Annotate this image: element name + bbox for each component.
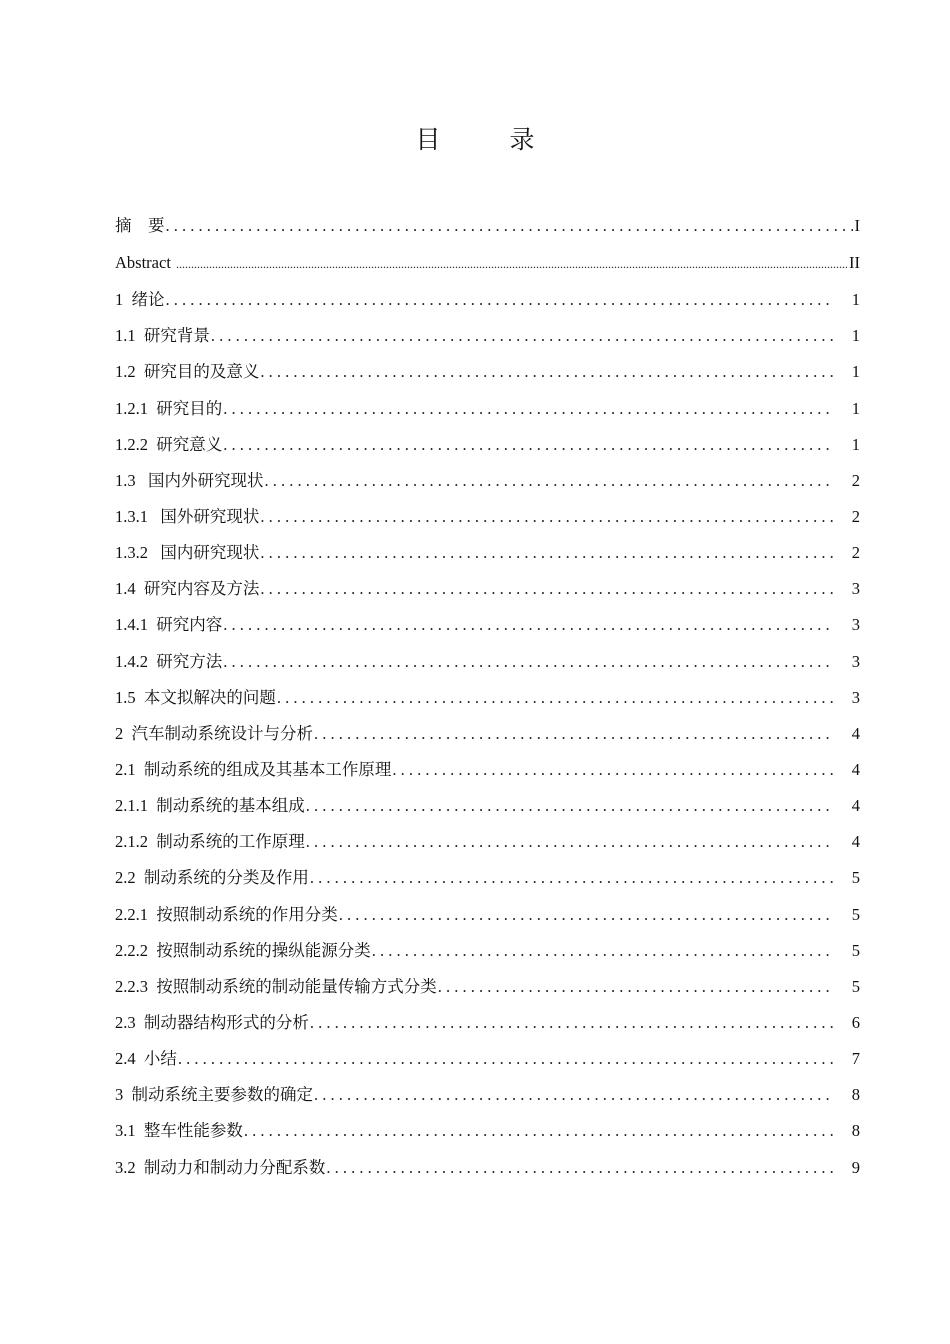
toc-entry[interactable] (115, 1041, 860, 1077)
toc-entry-page: 4 (851, 796, 860, 816)
toc-entry-text: 2.1.1 制动系统的基本组成 (115, 796, 305, 816)
toc-entry[interactable] (115, 860, 860, 896)
toc-entry-page: 9 (851, 1157, 860, 1177)
toc-entry-text: 2.1.2 制动系统的工作原理 (115, 832, 305, 852)
toc-entry-text: 1.2.1 研究目的 (115, 398, 223, 418)
toc-entry-page: 8 (851, 1085, 860, 1105)
toc-entry[interactable] (115, 788, 860, 824)
toc-dot-leader (165, 208, 853, 244)
toc-dot-leader (165, 282, 835, 318)
toc-entry-page: 2 (851, 543, 860, 563)
toc-dot-leader (391, 752, 834, 788)
toc-entry-text: 2 汽车制动系统设计与分析 (115, 723, 313, 743)
toc-entry-page: 1 (851, 398, 860, 418)
toc-entry-text: 1.2 研究目的及意义 (115, 362, 260, 382)
toc-dot-leader (222, 391, 834, 427)
toc-entry[interactable] (115, 969, 860, 1005)
toc-dot-leader (222, 644, 834, 680)
toc-entry[interactable] (115, 897, 860, 933)
toc-dot-leader (276, 680, 834, 716)
toc-entry-text: 2.2.1 按照制动系统的作用分类 (115, 904, 338, 924)
toc-entry-text: 3 制动系统主要参数的确定 (115, 1085, 313, 1105)
toc-entry[interactable] (115, 716, 860, 752)
toc-entry-page: I (854, 216, 860, 235)
toc-entry-text: 3.1 整车性能参数 (115, 1121, 243, 1141)
toc-entry[interactable] (115, 208, 860, 244)
toc-entry-text: 2.3 制动器结构形式的分析 (115, 1012, 309, 1032)
toc-entry-text: 1.1 研究背景 (115, 326, 210, 346)
toc-dot-leader (305, 824, 834, 860)
toc-entry[interactable] (115, 1005, 860, 1041)
toc-entry-page: 5 (851, 976, 860, 996)
toc-entry[interactable] (115, 680, 860, 716)
toc-entry-text: 1.4.2 研究方法 (115, 651, 223, 671)
toc-entry[interactable] (115, 499, 860, 535)
toc-entry-page: 7 (851, 1049, 860, 1069)
toc-entry[interactable] (115, 391, 860, 427)
toc-entry-page: II (849, 253, 860, 273)
toc-dot-leader (338, 897, 834, 933)
toc-dot-leader (264, 463, 835, 499)
toc-dot-leader (309, 860, 834, 896)
toc-entry[interactable] (115, 644, 860, 680)
toc-entry[interactable] (115, 607, 860, 643)
toc-entry[interactable] (115, 752, 860, 788)
toc-dot-leader (259, 354, 834, 390)
toc-entry-page: 1 (851, 290, 860, 310)
toc-dot-leader (259, 499, 834, 535)
toc-entry-text: 1.5 本文拟解决的问题 (115, 687, 276, 707)
toc-entry[interactable] (115, 933, 860, 969)
toc-entry-page: 3 (851, 687, 860, 707)
toc-dot-leader (313, 716, 834, 752)
toc-entry-page: 4 (851, 723, 860, 743)
toc-entry-page: 5 (851, 904, 860, 924)
toc-dot-leader (222, 427, 834, 463)
toc-dot-leader (309, 1005, 834, 1041)
toc-entry[interactable] (115, 1150, 860, 1186)
toc-dot-leader (305, 788, 834, 824)
toc-dot-leader (313, 1077, 834, 1113)
toc-entry-text: 1.3 国内外研究现状 (115, 470, 264, 490)
toc-entry-page: 2 (851, 506, 860, 526)
toc-list (115, 208, 860, 1186)
toc-entry-page: 1 (851, 362, 860, 382)
toc-entry-page: 3 (851, 579, 860, 599)
toc-dot-leader (175, 244, 847, 283)
toc-entry-text: 摘 要 (115, 216, 165, 235)
toc-title: 目 录 (415, 125, 557, 154)
toc-dot-leader (222, 607, 834, 643)
toc-entry-page: 3 (851, 615, 860, 635)
toc-entry-page: 3 (851, 651, 860, 671)
toc-entry-text: 1.3.2 国内研究现状 (115, 543, 260, 563)
toc-entry-text: 1.3.1 国外研究现状 (115, 506, 260, 526)
toc-entry[interactable] (115, 1077, 860, 1113)
toc-entry-page: 2 (851, 470, 860, 490)
toc-entry[interactable] (115, 824, 860, 860)
toc-entry[interactable] (115, 1113, 860, 1149)
toc-dot-leader (325, 1150, 834, 1186)
toc-entry[interactable] (115, 318, 860, 354)
toc-entry[interactable] (115, 282, 860, 318)
toc-entry-text: 1.4.1 研究内容 (115, 615, 223, 635)
toc-entry-text: 2.4 小结 (115, 1049, 177, 1069)
toc-entry-page: 5 (851, 868, 860, 888)
toc-dot-leader (210, 318, 834, 354)
toc-entry-page: 1 (851, 434, 860, 454)
toc-dot-leader (243, 1113, 834, 1149)
toc-entry-text: 2.2.3 按照制动系统的制动能量传输方式分类 (115, 976, 437, 996)
toc-entry-text: Abstract (115, 253, 176, 273)
toc-entry-page: 8 (851, 1121, 860, 1141)
toc-entry-page: 4 (851, 759, 860, 779)
toc-dot-leader (259, 571, 834, 607)
toc-entry[interactable] (115, 463, 860, 499)
toc-entry-text: 2.2 制动系统的分类及作用 (115, 868, 309, 888)
toc-entry-page: 5 (851, 940, 860, 960)
toc-entry-page: 6 (851, 1012, 860, 1032)
toc-entry-text: 2.2.2 按照制动系统的操纵能源分类 (115, 940, 371, 960)
toc-entry-page: 1 (851, 326, 860, 346)
toc-entry[interactable] (115, 535, 860, 571)
toc-entry[interactable] (115, 244, 860, 282)
toc-entry-text: 1.2.2 研究意义 (115, 434, 223, 454)
toc-dot-leader (259, 535, 834, 571)
toc-entry[interactable] (115, 571, 860, 607)
toc-entry-text: 3.2 制动力和制动力分配系数 (115, 1157, 326, 1177)
toc-entry-text: 1 绪论 (115, 290, 165, 310)
toc-entry[interactable] (115, 427, 860, 463)
toc-entry-text: 1.4 研究内容及方法 (115, 579, 260, 599)
toc-entry-page: 4 (851, 832, 860, 852)
toc-entry[interactable] (115, 354, 860, 390)
toc-entry-text: 2.1 制动系统的组成及其基本工作原理 (115, 759, 392, 779)
toc-dot-leader (437, 969, 834, 1005)
toc-dot-leader (177, 1041, 834, 1077)
toc-dot-leader (371, 933, 834, 969)
